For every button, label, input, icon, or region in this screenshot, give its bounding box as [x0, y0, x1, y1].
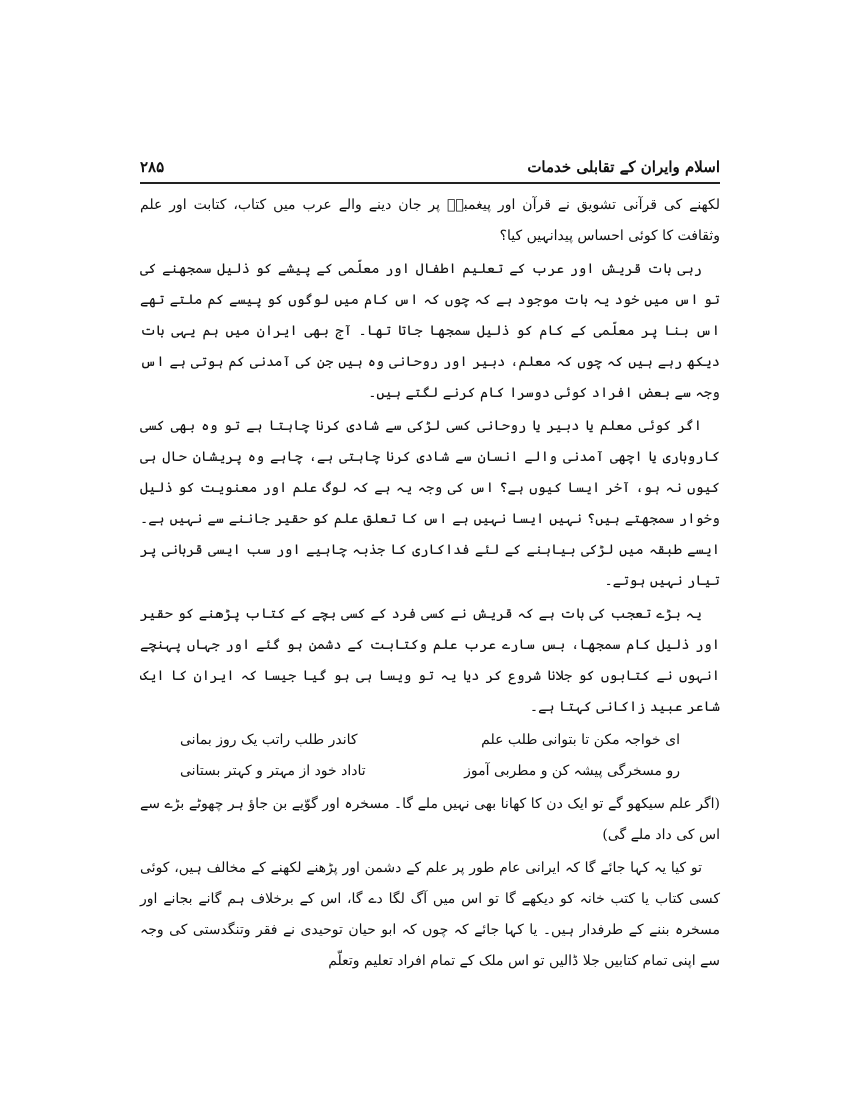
verse-line-2 [180, 756, 680, 787]
page-number: ۲۸۵ [140, 158, 165, 176]
verse-1-second-hemistich: کاندر طلب راتب یک روز بمانی [180, 732, 358, 748]
paragraph-1: لکھنے کی قرآنی تشویق نے قرآن اور پیغمبرؐ پر جان دینے والے عرب میں کتاب، کتابت اور علم وثقافت کا کوئی احساس پیدانہیں کیا؟ [140, 197, 720, 244]
verse-1-first-hemistich: ای خواجہ مکن تا بتوانی طلب علم [481, 732, 680, 748]
running-title: اسلام وایران کے تقابلی خدمات [527, 158, 720, 176]
verse-2-first-hemistich: رو مسخرگی پیشہ کن و مطربی آموز [464, 763, 680, 779]
persian-verses [140, 725, 720, 787]
paragraph-3: اگر کوئی معلم یا دبیر یا روحانی کسی لڑکی سے شادی کرنا چاہتا ہے تو وہ بھی کسی کاروباری یا اچھی آمدنی والے انسان سے شادی کرنا چاہتی ہے، چاہے وہ پریشان حال ہی کیوں نہ ہو، آخر ایسا کیوں ہے؟ اس کی وجہ یہ ہے کہ لوگ علم اور معنویت کو ذلیل وخوار سمجھتے ہیں؟ نہیں ایسا نہیں ہے اس کا تعلق علم کو حقیر جاننے سے نہیں ہے۔ ایسے طبقہ میں لڑکی بیاہنے کے لئے فداکاری کا جذبہ چاہیے اور سب ایسی قربانی پر تیار نہیں ہوتے۔ [140, 418, 720, 589]
running-header [140, 158, 720, 180]
body-text [140, 190, 720, 979]
header-rule [140, 182, 720, 184]
verse-line-1 [180, 725, 680, 756]
paragraph-5: تو کیا یہ کہا جائے گا کہ ایرانی عام طور پر علم کے دشمن اور پڑھنے لکھنے کے مخالف ہیں، کوئی کسی کتاب یا کتب خانہ کو دیکھے گا تو اس میں آگ لگا دے گا، اس کے برخلاف ہم گانے بجانے اور مسخرہ بننے کے طرفدار ہیں۔ یا کہا جائے کہ چوں کہ ابو حیان توحیدی نے فقر وتنگدستی کی وجہ سے اپنی تمام کتابیں جلا ڈالیں تو اس ملک کے تمام افراد تعلیم وتعلّم [140, 860, 720, 969]
paragraph-4: یہ بڑے تعجب کی بات ہے کہ قریش نے کسی فرد کے کسی بچے کے کتاب پڑھنے کو حقیر اور ذلیل کام سمجھا، بس سارے عرب علم وکتابت کے دشمن ہو گئے اور جہاں پہنچے انہوں نے کتابوں کو جلانا شروع کر دیا یہ تو ویسا ہی ہو گیا جیسا کہ ایران کا ایک شاعر عبید زاکانی کہتا ہے۔ [140, 606, 720, 715]
paragraph-2: رہی بات قریش اور عرب کے تعلیم اطفال اور معلّمی کے پیشے کو ذلیل سمجھنے کی تو اس میں خود یہ بات موجود ہے کہ چوں کہ اس کام میں لوگوں کو پیسے کم ملتے تھے اس بنا پر معلّمی کے کام کو ذلیل سمجھا جاتا تھا۔ آج بھی ایران میں ہم یہی بات دیکھ رہے ہیں کہ چوں کہ معلم، دبیر اور روحانی وہ ہیں جن کی آمدنی کم ہوتی ہے اس وجہ سے بعض افراد کوئی دوسرا کام کرنے لگتے ہیں۔ [140, 261, 720, 401]
verse-translation: (اگر علم سیکھو گے تو ایک دن کا کھانا بھی نہیں ملے گا۔ مسخرہ اور گوّیے بن جاؤ ہر چھوٹے بڑے سے اس کی داد ملے گی) [140, 796, 720, 843]
verse-2-second-hemistich: تاداد خود از مہتر و کہتر بستانی [180, 763, 366, 779]
